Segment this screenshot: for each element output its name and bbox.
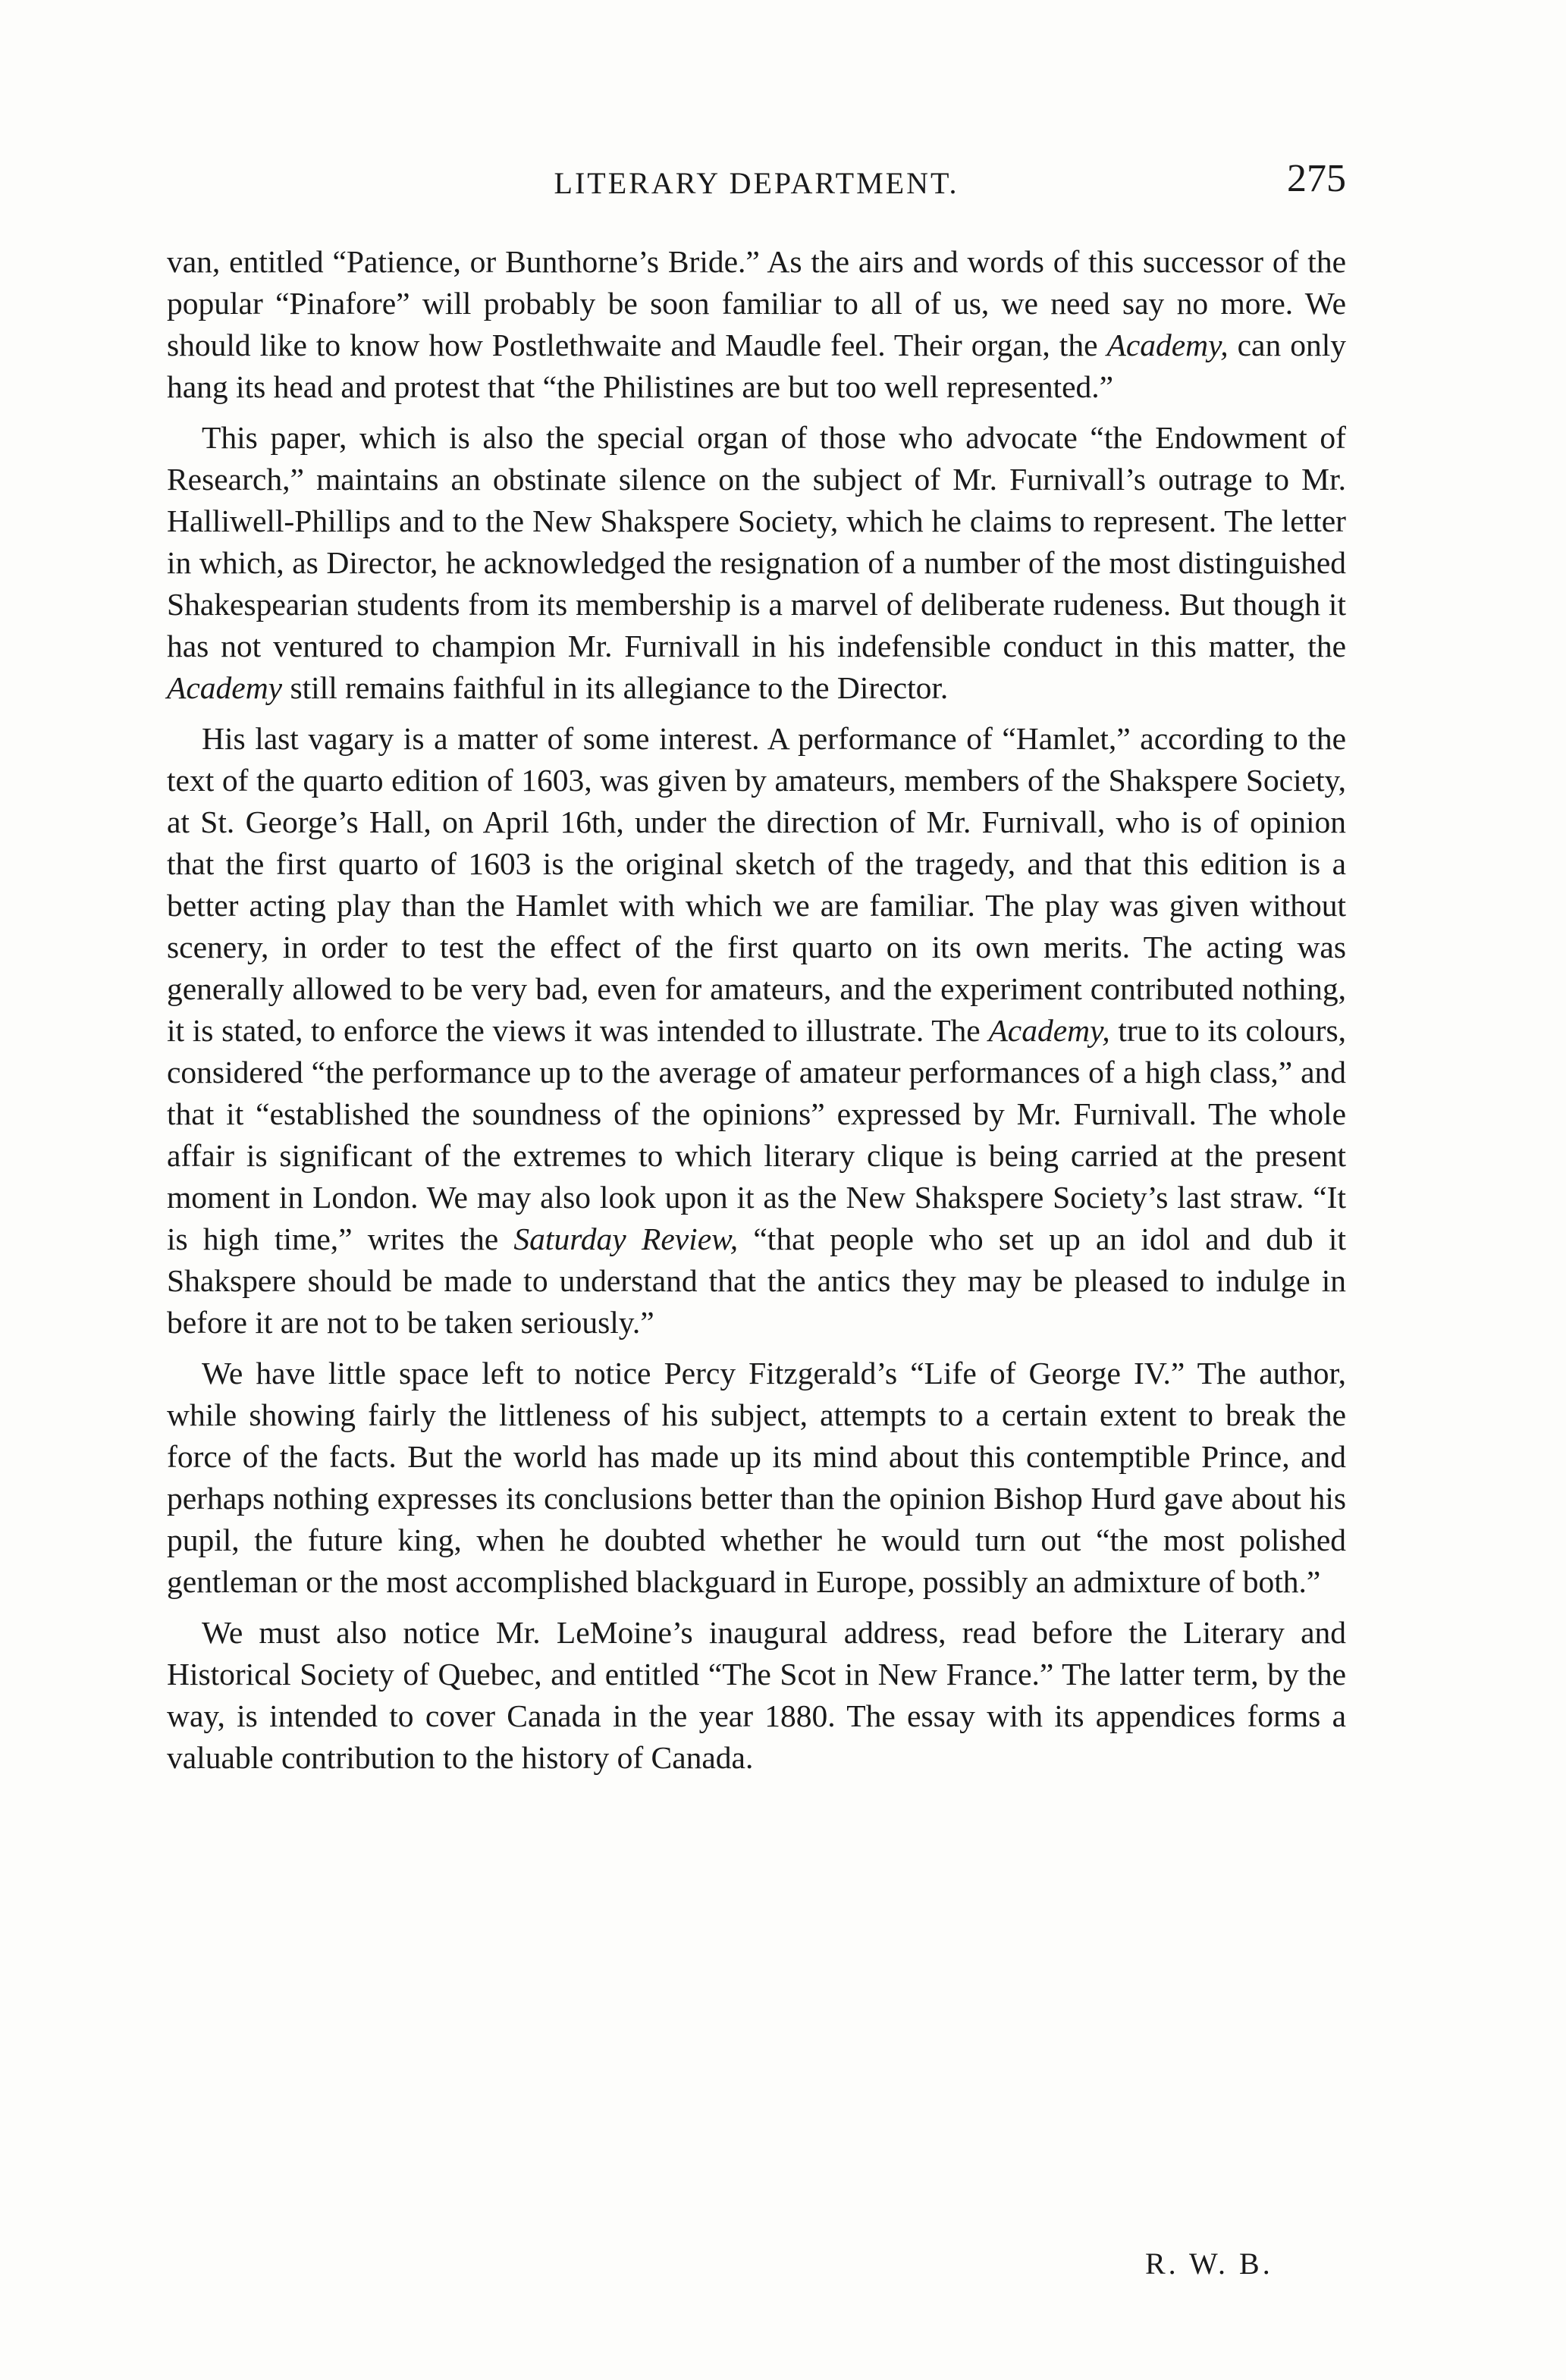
author-signature: R. W. B. (1145, 2247, 1273, 2281)
article-body (167, 241, 1346, 1788)
saturday-review-title: Saturday Review, (513, 1221, 739, 1256)
paragraph-5: We must also notice Mr. LeMoine’s inaugural address, read before the Literary and Historical Society of Quebec, and entitled “The Scot in New France.” The latter term, by the way, is intended to cover Canada in the year 1880. The essay with its appendices forms a valuable contribution to the history of Canada. (167, 1615, 1346, 1775)
paragraph-3-text-b: true to its colours, considered “the performance up to the average of amateur performances of a high class,” and that it “established the soundness of the opinions” expressed by Mr. Furnivall. The whole affair is significant of the extremes to which literary clique is being carried at the present moment in London. We may also look upon it as the New Shakspere Society’s last straw. “It is high time,” writes the (167, 1013, 1346, 1256)
paragraph-2-text-b: still remains faithful in its allegiance to the Director. (282, 670, 949, 705)
paragraph-3 (167, 718, 1346, 1344)
academy-title: Academy (167, 670, 283, 705)
page-header (167, 157, 1346, 206)
page-number: 275 (1287, 157, 1346, 200)
running-head: LITERARY DEPARTMENT. (554, 166, 959, 200)
paragraph-3-text-a: His last vagary is a matter of some interest. A performance of “Hamlet,” according to the text of the quarto edition of 1603, was given by amateurs, members of the Shakspere Society, at St. George’s Hall, on April 16th, under the direction of Mr. Furnivall, who is of opinion that the first quarto of 1603 is the original sketch of the tragedy, and that this edition is a better acting play than the Hamlet with which we are familiar. The play was given without scenery, in order to test the effect of the first quarto on its own merits. The acting was generally allowed to be very bad, even for amateurs, and the experiment contributed nothing, it is stated, to enforce the views it was intended to illustrate. The (167, 721, 1346, 1048)
paragraph-3-text-c: “that people who set up an idol and dub it Shakspere should be made to understand that the antics they may be pleased to indulge in before it are not to be taken seriously.” (167, 1221, 1346, 1340)
paragraph-1-text-a: van, entitled “Patience, or Bunthorne’s Bride.” As the airs and words of this successor of the popular “Pinafore” will probably be soon familiar to all of us, we need say no more. We should like to know how Postlethwaite and Maudle feel. Their organ, the (167, 244, 1346, 362)
paragraph-4: We have little space left to notice Percy Fitzgerald’s “Life of George IV.” The author, while showing fairly the littleness of his subject, attempts to a certain extent to break the force of the facts. But the world has made up its mind about this contemptible Prince, and perhaps nothing expresses its conclusions better than the opinion Bishop Hurd gave about his pupil, the future king, when he doubted whether he would turn out “the most polished gentleman or the most accomplished blackguard in Europe, possibly an admixture of both.” (167, 1356, 1346, 1599)
paragraph-1-text-b: can only hang its head and protest that “the Philistines are but too well represented.” (167, 328, 1346, 404)
paragraph-2 (167, 417, 1346, 709)
academy-title: Academy, (988, 1013, 1110, 1048)
paragraph-2-text-a: This paper, which is also the special organ of those who advocate “the Endowment of Research,” maintains an obstinate silence on the subject of Mr. Furnivall’s outrage to Mr. Halliwell-Phillips and to the New Shakspere Society, which he claims to represent. The letter in which, as Director, he acknowledged the resignation of a number of the most distinguished Shakespearian students from its membership is a marvel of deliberate rudeness. But though it has not ventured to champion Mr. Furnivall in his indefensible conduct in this matter, the (167, 420, 1346, 663)
academy-title: Academy, (1106, 328, 1229, 362)
paragraph-1 (167, 241, 1346, 408)
